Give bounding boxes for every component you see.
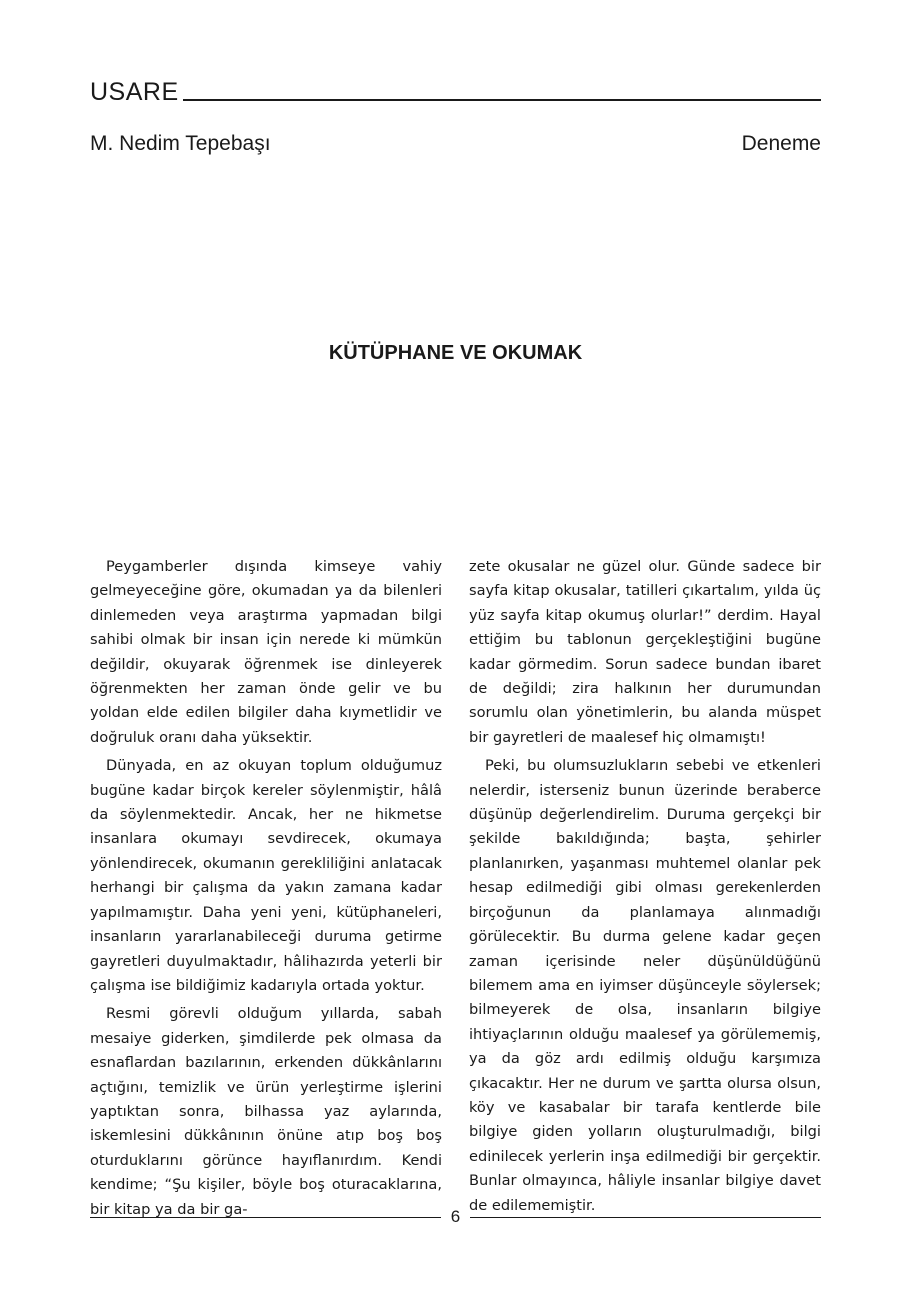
genre-label: Deneme — [741, 132, 821, 155]
paragraph-continued: zete okusalar ne güzel olur. Günde sadece bir sayfa kitap okusalar, tatilleri çıkartalım, yılda üç yüz sayfa kitap okumuş olurlar!” derdim. Hayal ettiğim bu tablonun gerçekleştiğini bugüne kadar görmedim. Sorun sadece bundan ibaret de değildi; zira halkının her durumundan sorumlu olan yönetimlerin, bu alanda müspet bir gayretleri de maalesef hiç olmamıştı! — [469, 558, 821, 746]
journal-header — [90, 72, 821, 106]
left-column — [90, 555, 442, 1222]
footer-rule-left — [90, 1217, 441, 1218]
author-name: M. Nedim Tepebaşı — [90, 132, 271, 155]
footer-rule-right — [470, 1217, 821, 1218]
paragraph: Dünyada, en az okuyan toplum olduğumuz bugüne kadar birçok kereler söylenmiştir, hâlâ da söylenmektedir. Ancak, her ne hikmetse insanlara okumayı sevdirecek, okumaya yönlendirecek, okumanın gerekliliğini anlatacak herhangi bir çalışma da yakın zamana kadar yapılmamıştır. Daha yeni yeni, kütüphaneleri, insanların yararlanabileceği duruma getirme gayretleri duyulmaktadır, hâlihazırda yeterli bir çalışma ise bildiğimiz kadarıyla ortada yoktur. — [90, 757, 442, 994]
page-number: 6 — [450, 1207, 461, 1226]
article-title: KÜTÜPHANE VE OKUMAK — [328, 342, 583, 364]
paragraph: Peygamberler dışında kimseye vahiy gelmeyeceğine göre, okumadan ya da bilenleri dinlemeden veya araştırma yapmadan bilgi sahibi olmak bir insan için nerede ki mümkün değildir, okuyarak öğrenmek ise dinleyerek öğrenmekten her zaman önde gelir ve bu yoldan elde edilen bilgiler daha kıymetlidir ve doğruluk oranı daha yüksektir. — [90, 558, 442, 746]
header-rule — [183, 99, 821, 101]
paragraph: Resmi görevli olduğum yıllarda, sabah mesaiye giderken, şimdilerde pek olmasa da esnaflardan bazılarının, erkenden dükkânlarını açtığını, temizlik ve ürün yerleştirme işlerini yaptıktan sonra, bilhassa yaz aylarında, iskemlesini dükkânının önüne atıp boş boş oturduklarını görünce hayıflanırdım. Kendi kendime; “Şu kişiler, böyle boş oturacaklarına, bir kitap ya da bir ga- — [90, 1005, 442, 1218]
right-column — [469, 555, 821, 1218]
page-footer — [90, 1207, 821, 1227]
journal-name: USARE — [90, 78, 179, 106]
paragraph: Peki, bu olumsuzlukların sebebi ve etkenleri nelerdir, isterseniz bunun üzerinde beraberce düşünüp değerlendirelim. Duruma gerçekçi bir şekilde bakıldığında; başta, şehirler planlanırken, yaşanması muhtemel olanlar pek hesap edilmediği gibi olması gerekenlerden birçoğunun da planlamaya alınmadığı görülecektir. Bu durma gelene kadar geçen zaman içerisinde neler düşünüldüğünü bilemem ama en iyimser düşünceyle söylersek; bilmeyerek de olsa, insanların bilgiye ihtiyaçlarının olduğu maalesef ya görülememiş, ya da göz ardı edilmiş olduğu karşımıza çıkacaktır. Her ne durum ve şartta olursa olsun, köy ve kasabalar bir tarafa kentlerde bile bilgiye giden yolların oluşturulmadığı, bilgi edinilecek yerlerin inşa edilmediği bir gerçektir. Bunlar olmayınca, hâliyle insanlar bilgiye davet de edilememiştir. — [469, 757, 821, 1214]
meta-row — [90, 131, 821, 157]
